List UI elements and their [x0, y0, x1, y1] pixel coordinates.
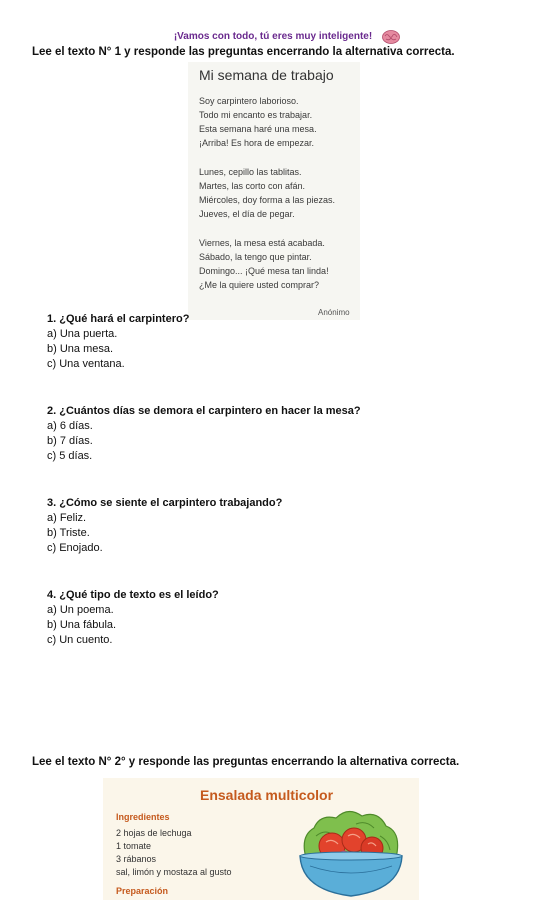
poem-line: Sábado, la tengo que pintar.: [199, 252, 312, 262]
ingredient-item: sal, limón y mostaza al gusto: [116, 867, 232, 877]
poem-line: Lunes, cepillo las tablitas.: [199, 167, 302, 177]
poem-line: Todo mi encanto es trabajar.: [199, 110, 313, 120]
answer-option[interactable]: c) 5 días.: [47, 450, 93, 462]
answer-option[interactable]: c) Una ventana.: [47, 358, 125, 370]
poem-line: Domingo... ¡Qué mesa tan linda!: [199, 266, 329, 276]
poem-line: ¡Arriba! Es hora de empezar.: [199, 138, 315, 148]
question-4: 4. ¿Qué tipo de texto es el leído?: [47, 589, 219, 601]
poem-line: Miércoles, doy forma a las piezas.: [199, 195, 336, 205]
poem-line: Viernes, la mesa está acabada.: [199, 238, 325, 248]
question-1: 1. ¿Qué hará el carpintero?: [47, 313, 190, 325]
ingredient-item: 1 tomate: [116, 841, 152, 851]
brain-icon: [382, 30, 400, 44]
answer-option[interactable]: c) Enojado.: [47, 542, 103, 554]
question-2: 2. ¿Cuántos días se demora el carpintero en hacer la mesa?: [47, 405, 361, 417]
recipe-title: Ensalada multicolor: [200, 787, 334, 803]
answer-option[interactable]: c) Un cuento.: [47, 634, 113, 646]
answer-option[interactable]: b) 7 días.: [47, 435, 93, 447]
answer-option[interactable]: a) Un poema.: [47, 604, 114, 616]
salad-bowl-illustration: [296, 806, 406, 900]
poem-line: ¿Me la quiere usted comprar?: [199, 280, 320, 290]
answer-option[interactable]: b) Una fábula.: [47, 619, 117, 631]
poem-line: Jueves, el día de pegar.: [199, 209, 295, 219]
motto-text: ¡Vamos con todo, tú eres muy inteligente!: [173, 31, 373, 42]
answer-option[interactable]: a) Una puerta.: [47, 328, 118, 340]
answer-option[interactable]: b) Triste.: [47, 527, 90, 539]
answer-option[interactable]: a) 6 días.: [47, 420, 93, 432]
poem-author: Anónimo: [318, 308, 350, 317]
answer-option[interactable]: b) Una mesa.: [47, 343, 114, 355]
ingredient-item: 3 rábanos: [116, 854, 157, 864]
ingredients-heading: Ingredientes: [116, 812, 170, 822]
preparation-heading: Preparación: [116, 886, 169, 896]
poem-line: Esta semana haré una mesa.: [199, 124, 317, 134]
instruction-text-2: Lee el texto N° 2° y responde las preguntas encerrando la alternativa correcta.: [32, 756, 460, 768]
poem-title: Mi semana de trabajo: [199, 67, 334, 83]
poem-line: Soy carpintero laborioso.: [199, 96, 299, 106]
question-3: 3. ¿Cómo se siente el carpintero trabajando?: [47, 497, 283, 509]
poem-line: Martes, las corto con afán.: [199, 181, 306, 191]
answer-option[interactable]: a) Feliz.: [47, 512, 87, 524]
instruction-text-1: Lee el texto N° 1 y responde las preguntas encerrando la alternativa correcta.: [32, 46, 455, 58]
ingredient-item: 2 hojas de lechuga: [116, 828, 192, 838]
